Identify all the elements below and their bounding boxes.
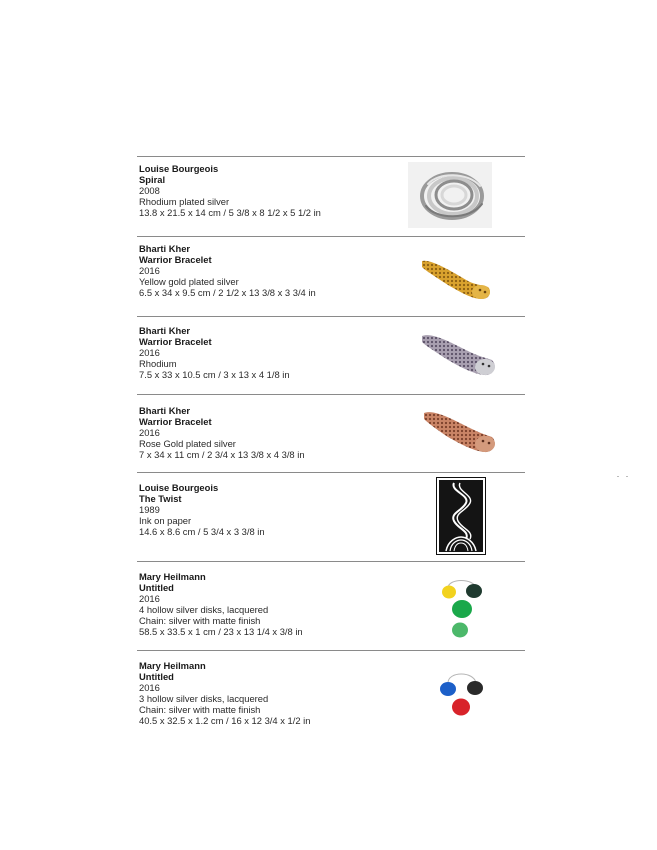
four-disk-necklace-image: [436, 574, 488, 640]
rose-gold-serpent-bracelet-image: [420, 405, 500, 457]
artwork-medium: Ink on paper: [139, 515, 192, 526]
artwork-entry: [139, 163, 399, 218]
artwork-year: 2016: [139, 593, 160, 604]
artist-name: Louise Bourgeois: [139, 482, 219, 493]
artwork-year: 2008: [139, 185, 160, 196]
divider: [137, 156, 525, 157]
artwork-year: 2016: [139, 265, 160, 276]
three-disk-necklace-image: [436, 665, 488, 721]
artwork-year: 2016: [139, 427, 160, 438]
silver-spiral-ring-image: [408, 162, 492, 228]
artwork-chain: Chain: silver with matte finish: [139, 615, 261, 626]
artwork-year: 1989: [139, 504, 160, 515]
artwork-entry: [139, 660, 399, 726]
artwork-entry: [139, 571, 399, 637]
artwork-title: Untitled: [139, 671, 174, 682]
artwork-entry: [139, 482, 399, 537]
artwork-medium: Rose Gold plated silver: [139, 438, 236, 449]
divider: [137, 236, 525, 237]
artwork-medium: Rhodium: [139, 358, 177, 369]
artwork-title: Warrior Bracelet: [139, 336, 212, 347]
artist-name: Bharti Kher: [139, 243, 191, 254]
artwork-dimensions: 13.8 x 21.5 x 14 cm / 5 3/8 x 8 1/2 x 5 1/2 in: [139, 207, 321, 218]
artist-name: Mary Heilmann: [139, 571, 206, 582]
artwork-medium: 3 hollow silver disks, lacquered: [139, 693, 269, 704]
divider: [137, 316, 525, 317]
artist-name: Louise Bourgeois: [139, 163, 219, 174]
artwork-entry: [139, 325, 399, 380]
artwork-dimensions: 6.5 x 34 x 9.5 cm / 2 1/2 x 13 3/8 x 3 3/4 in: [139, 287, 316, 298]
artwork-dimensions: 40.5 x 32.5 x 1.2 cm / 16 x 12 3/4 x 1/2 in: [139, 715, 311, 726]
artist-name: Bharti Kher: [139, 405, 191, 416]
divider: [137, 394, 525, 395]
artwork-dimensions: 58.5 x 33.5 x 1 cm / 23 x 13 1/4 x 3/8 in: [139, 626, 303, 637]
ink-twist-drawing-image: [436, 477, 486, 555]
artist-name: Mary Heilmann: [139, 660, 206, 671]
artwork-year: 2016: [139, 682, 160, 693]
artwork-title: Spiral: [139, 174, 166, 185]
divider: [137, 472, 525, 473]
artwork-chain: Chain: silver with matte finish: [139, 704, 261, 715]
silver-serpent-bracelet-image: [418, 328, 500, 380]
artwork-medium: Yellow gold plated silver: [139, 276, 239, 287]
divider: [137, 561, 525, 562]
artwork-dimensions: 7 x 34 x 11 cm / 2 3/4 x 13 3/8 x 4 3/8 in: [139, 449, 305, 460]
scan-speck: [617, 476, 619, 477]
artwork-medium: Rhodium plated silver: [139, 196, 230, 207]
artwork-title: The Twist: [139, 493, 182, 504]
artwork-medium: 4 hollow silver disks, lacquered: [139, 604, 269, 615]
artwork-dimensions: 7.5 x 33 x 10.5 cm / 3 x 13 x 4 1/8 in: [139, 369, 290, 380]
gold-serpent-bracelet-image: [418, 255, 494, 305]
artwork-title: Untitled: [139, 582, 174, 593]
artwork-title: Warrior Bracelet: [139, 254, 212, 265]
artwork-year: 2016: [139, 347, 160, 358]
scan-speck: [626, 476, 628, 477]
artwork-entry: [139, 405, 399, 460]
artwork-dimensions: 14.6 x 8.6 cm / 5 3/4 x 3 3/8 in: [139, 526, 265, 537]
artist-name: Bharti Kher: [139, 325, 191, 336]
artwork-title: Warrior Bracelet: [139, 416, 212, 427]
artwork-entry: [139, 243, 399, 298]
divider: [137, 650, 525, 651]
